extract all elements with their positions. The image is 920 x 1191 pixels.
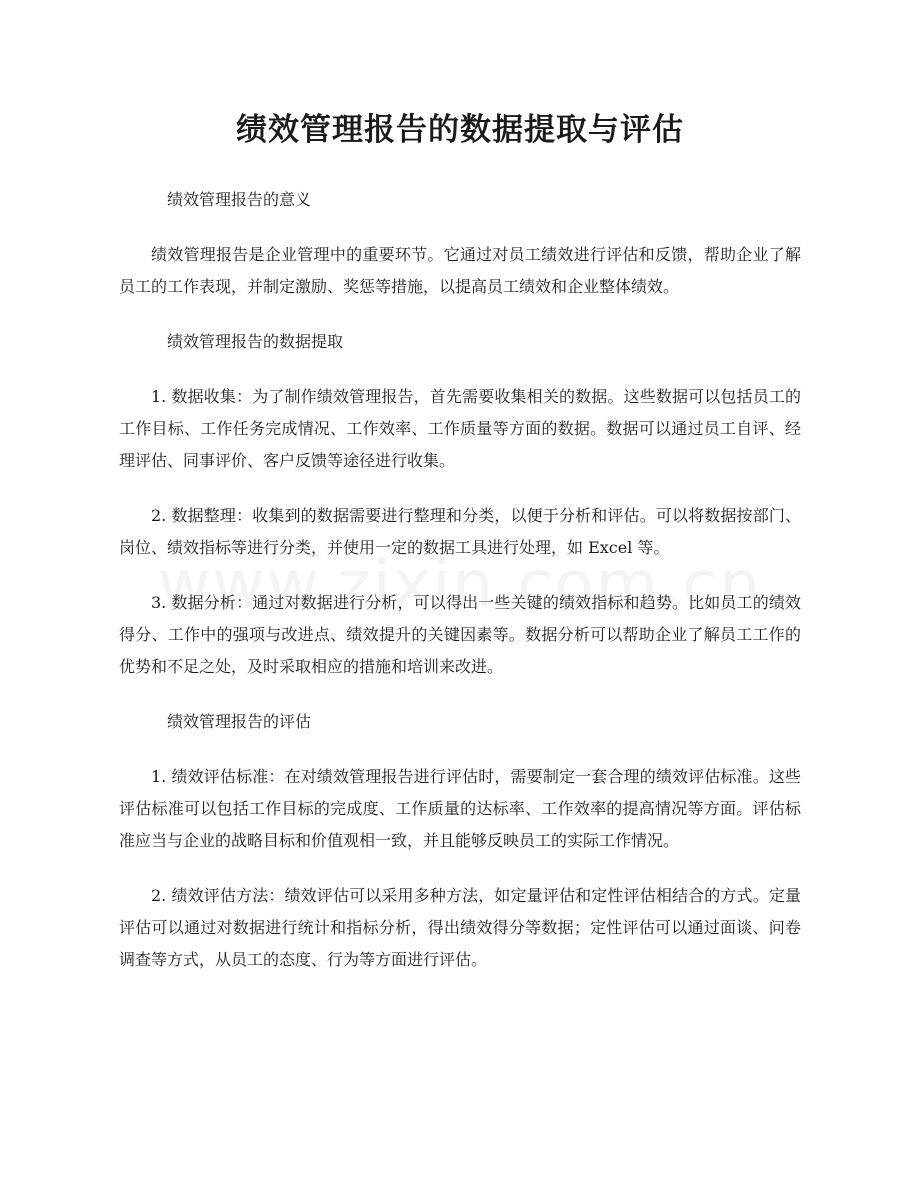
paragraph-data-organization: 2. 数据整理：收集到的数据需要进行整理和分类，以便于分析和评估。可以将数据按部门、岗位、绩效指标等进行分类，并使用一定的数据工具进行处理，如 Excel 等。 [119, 506, 801, 557]
paragraph-data-collection: 1. 数据收集：为了制作绩效管理报告，首先需要收集相关的数据。这些数据可以包括员工的工作目标、工作任务完成情况、工作效率、工作质量等方面的数据。数据可以通过员工自评、经理评估、同事评价、客户反馈等途径进行收集。 [119, 387, 801, 470]
document-title: 绩效管理报告的数据提取与评估 [236, 112, 684, 148]
paragraph-significance: 绩效管理报告是企业管理中的重要环节。它通过对员工绩效进行评估和反馈，帮助企业了解员工的工作表现，并制定激励、奖惩等措施，以提高员工绩效和企业整体绩效。 [119, 245, 801, 296]
section-heading-evaluation: 绩效管理报告的评估 [167, 712, 312, 731]
section-heading-data-extraction: 绩效管理报告的数据提取 [167, 332, 344, 351]
document-body [119, 184, 801, 999]
paragraph-data-analysis: 3. 数据分析：通过对数据进行分析，可以得出一些关键的绩效指标和趋势。比如员工的绩效得分、工作中的强项与改进点、绩效提升的关键因素等。数据分析可以帮助企业了解员工工作的优势和不足之处，及时采取相应的措施和培训来改进。 [119, 593, 801, 676]
paragraph-evaluation-methods: 2. 绩效评估方法：绩效评估可以采用多种方法，如定量评估和定性评估相结合的方式。定量评估可以通过对数据进行统计和指标分析，得出绩效得分等数据；定性评估可以通过面谈、问卷调查等方式，从员工的态度、行为等方面进行评估。 [119, 886, 801, 969]
paragraph-evaluation-standards: 1. 绩效评估标准：在对绩效管理报告进行评估时，需要制定一套合理的绩效评估标准。这些评估标准可以包括工作目标的完成度、工作质量的达标率、工作效率的提高情况等方面。评估标准应当与企业的战略目标和价值观相一致，并且能够反映员工的实际工作情况。 [119, 767, 801, 850]
section-heading-significance: 绩效管理报告的意义 [167, 190, 312, 209]
